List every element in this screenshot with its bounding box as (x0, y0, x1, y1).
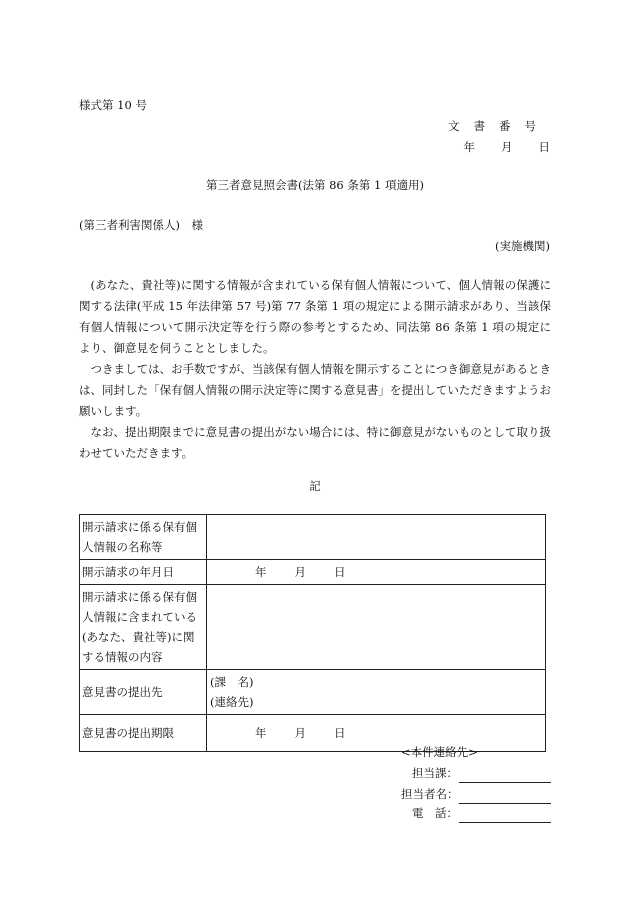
contact-phone-row (401, 805, 551, 823)
row-value-submit-to (207, 670, 546, 715)
year-label: 年 (255, 565, 267, 579)
table-row (80, 560, 546, 585)
document-title: 第三者意見照会書(法第 86 条第 1 項適用) (205, 178, 425, 192)
row-value-document-name (207, 515, 546, 560)
year-label: 年 (463, 140, 475, 154)
contact-phone-label: 電 話： (412, 806, 458, 820)
contact-section-line (459, 782, 551, 783)
day-label: 日 (538, 140, 550, 154)
month-label: 月 (294, 565, 306, 579)
addressee: (第三者利害関係人) 様 (79, 218, 203, 232)
contact-phone-line (459, 822, 551, 823)
table-row (80, 585, 546, 670)
row-label-info-content: 開示請求に係る保有個人情報に含まれている(あなた、貴社等)に関する情報の内容 (80, 585, 207, 670)
row-value-info-content (207, 585, 546, 670)
month-label: 月 (501, 140, 513, 154)
row-value-deadline (207, 715, 546, 752)
contact-section-row (401, 765, 551, 783)
form-number: 様式第 10 号 (79, 98, 147, 112)
day-label: 日 (334, 565, 346, 579)
row-label-submit-to: 意見書の提出先 (80, 670, 207, 715)
contact-person-line (459, 803, 551, 804)
ki-heading: 記 (309, 479, 321, 493)
issue-date-line (438, 139, 551, 155)
month-label: 月 (294, 726, 306, 740)
contact-person-label: 担当者名： (401, 787, 459, 801)
row-label-request-date: 開示請求の年月日 (80, 560, 207, 585)
row-value-request-date (207, 560, 546, 585)
body-paragraph-2: つきましては、お手数ですが、当該保有個人情報を開示することにつき御意見があるときは、同封した「保有個人情報の開示決定等に関する意見書」を提出していただきますようお願いします。 (79, 362, 551, 418)
year-label: 年 (255, 726, 267, 740)
implementing-agency: (実施機関) (495, 239, 550, 253)
section-name-label: (課 名) (210, 675, 254, 689)
table-row (80, 670, 546, 715)
body-paragraph-1: (あなた、貴社等)に関する情報が含まれている保有個人情報について、個人情報の保護に関する法律(平成 15 年法律第 57 号)第 77 条第 1 項の規定による開示請求があり、当該保有個人情報について開示決定等を行う際の参考とするため、同法第 86 条第 1 項の規定により、御意見を伺うこととしました。 (79, 278, 551, 355)
row-label-deadline: 意見書の提出期限 (80, 715, 207, 752)
contact-person-row (401, 786, 551, 804)
body-paragraph-3: なお、提出期限までに意見書の提出がない場合には、特に御意見がないものとして取り扱わせていただきます。 (79, 425, 551, 460)
body-text (79, 275, 551, 464)
contact-heading: <本件連絡先> (401, 745, 478, 759)
document-number-label: 文書番号 (448, 119, 550, 133)
contact-info-label: (連絡先) (210, 695, 254, 709)
table-row (80, 515, 546, 560)
day-label: 日 (334, 726, 346, 740)
row-label-document-name: 開示請求に係る保有個人情報の名称等 (80, 515, 207, 560)
info-table (79, 514, 546, 752)
contact-section-label: 担当課： (412, 766, 458, 780)
